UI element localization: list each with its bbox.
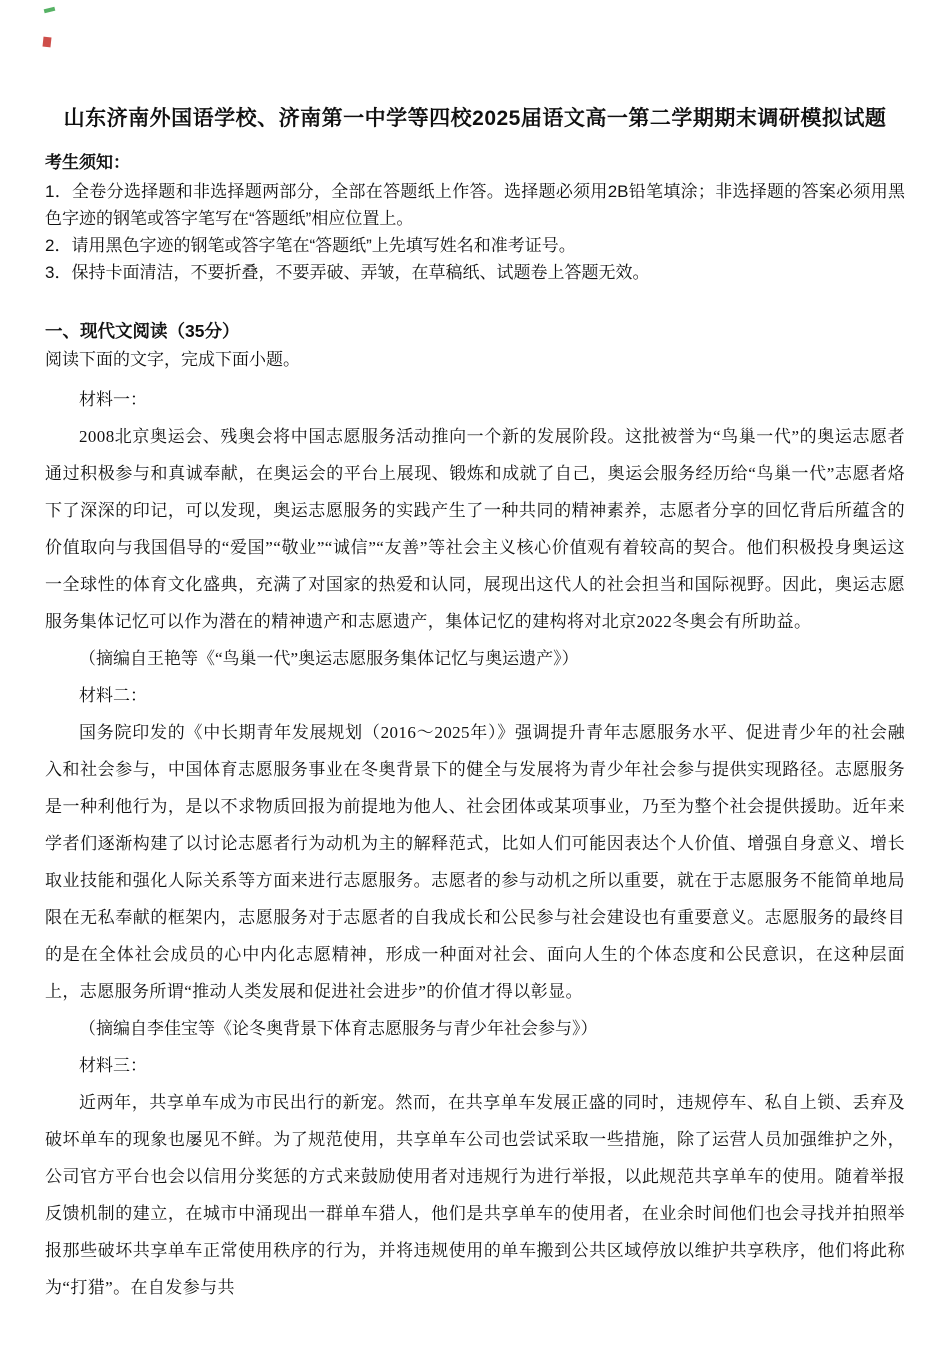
material-block-1 xyxy=(45,381,905,677)
material-attribution: （摘编自王艳等《“鸟巢一代”奥运志愿服务集体记忆与奥运遗产》） xyxy=(79,649,579,668)
material-paragraph: 国务院印发的《中长期青年发展规划（2016～2025年）》强调提升青年志愿服务水平、促进青少年的社会融入和社会参与，中国体育志愿服务事业在冬奥背景下的健全与发展将为青少年社会参与提供实现路径。志愿服务是一种利他行为，是以不求物质回报为前提地为他人、社会团体或某项事业，乃至为整个社会提供援助。近年来学者们逐渐构建了以讨论志愿者行为动机为主的解释范式，比如人们可能因表达个人价值、增强自身意义、增长取业技能和强化人际关系等方面来进行志愿服务。志愿者的参与动机之所以重要，就在于志愿服务不能简单地局限在无私奉献的框架内，志愿服务对于志愿者的自我成长和公民参与社会建设也有重要意义。志愿服务的最终目的是在全体社会成员的心中内化志愿精神，形成一种面对社会、面向人生的个体态度和公民意识，在这种层面上，志愿服务所谓“推动人类发展和促进社会进步”的价值才得以彰显。 xyxy=(45,723,905,1001)
section-heading-modern-reading: 一、现代文阅读（35分） xyxy=(45,321,240,341)
notice-item: 3．保持卡面清洁，不要折叠，不要弄破、弄皱，在草稿纸、试题卷上答题无效。 xyxy=(45,263,650,282)
notice-heading: 考生须知： xyxy=(45,153,130,172)
material-block-2 xyxy=(45,677,905,1047)
material-paragraph: 近两年，共享单车成为市民出行的新宠。然而，在共享单车发展正盛的同时，违规停车、私自上锁、丢弃及破坏单车的现象也屡见不鲜。为了规范使用，共享单车公司也尝试采取一些措施，除了运营人员加强维护之外，公司官方平台也会以信用分奖惩的方式来鼓励使用者对违规行为进行举报，以此规范共享单车的使用。随着举报反馈机制的建立，在城市中涌现出一群单车猎人，他们是共享单车的使用者，在业余时间他们也会寻找并拍照举报那些破坏共享单车正常使用秩序的行为，并将违规使用的单车搬到公共区域停放以维护共享秩序，他们将此称为“打猎”。在自发参与共 xyxy=(45,1093,905,1297)
corner-speck-red-icon xyxy=(42,37,51,48)
notice-item: 1．全卷分选择题和非选择题两部分，全部在答题纸上作答。选择题必须用2B铅笔填涂；非选择题的答案必须用黑色字迹的钢笔或答字笔写在“答题纸”相应位置上。 xyxy=(45,182,905,228)
material-attribution: （摘编自李佳宝等《论冬奥背景下体育志愿服务与青少年社会参与》） xyxy=(79,1019,598,1038)
notice-item: 2．请用黑色字迹的钢笔或答字笔在“答题纸”上先填写姓名和准考证号。 xyxy=(45,236,576,255)
material-label: 材料二： xyxy=(79,686,147,705)
candidate-notice xyxy=(45,150,905,286)
page-title: 山东济南外国语学校、济南第一中学等四校2025届语文高一第二学期期末调研模拟试题 xyxy=(63,107,887,130)
material-paragraph: 2008北京奥运会、残奥会将中国志愿服务活动推向一个新的发展阶段。这批被誉为“鸟巢一代”的奥运志愿者通过积极参与和真诚奉献，在奥运会的平台上展现、锻炼和成就了自己，奥运会服务经历给“鸟巢一代”志愿者烙下了深深的印记，可以发现，奥运志愿服务的实践产生了一种共同的精神素养，志愿者分享的回忆背后所蕴含的价值取向与我国倡导的“爱国”“敬业”“诚信”“友善”等社会主义核心价值观有着较高的契合。他们积极投身奥运这一全球性的体育文化盛典，充满了对国家的热爱和认同，展现出这代人的社会担当和国际视野。因此，奥运志愿服务集体记忆可以作为潜在的精神遗产和志愿遗产，集体记忆的建构将对北京2022冬奥会有所助益。 xyxy=(45,427,905,631)
material-block-3 xyxy=(45,1047,905,1306)
material-label: 材料三： xyxy=(79,1056,147,1075)
reading-intro: 阅读下面的文字，完成下面小题。 xyxy=(45,350,300,369)
material-label: 材料一： xyxy=(79,390,147,409)
